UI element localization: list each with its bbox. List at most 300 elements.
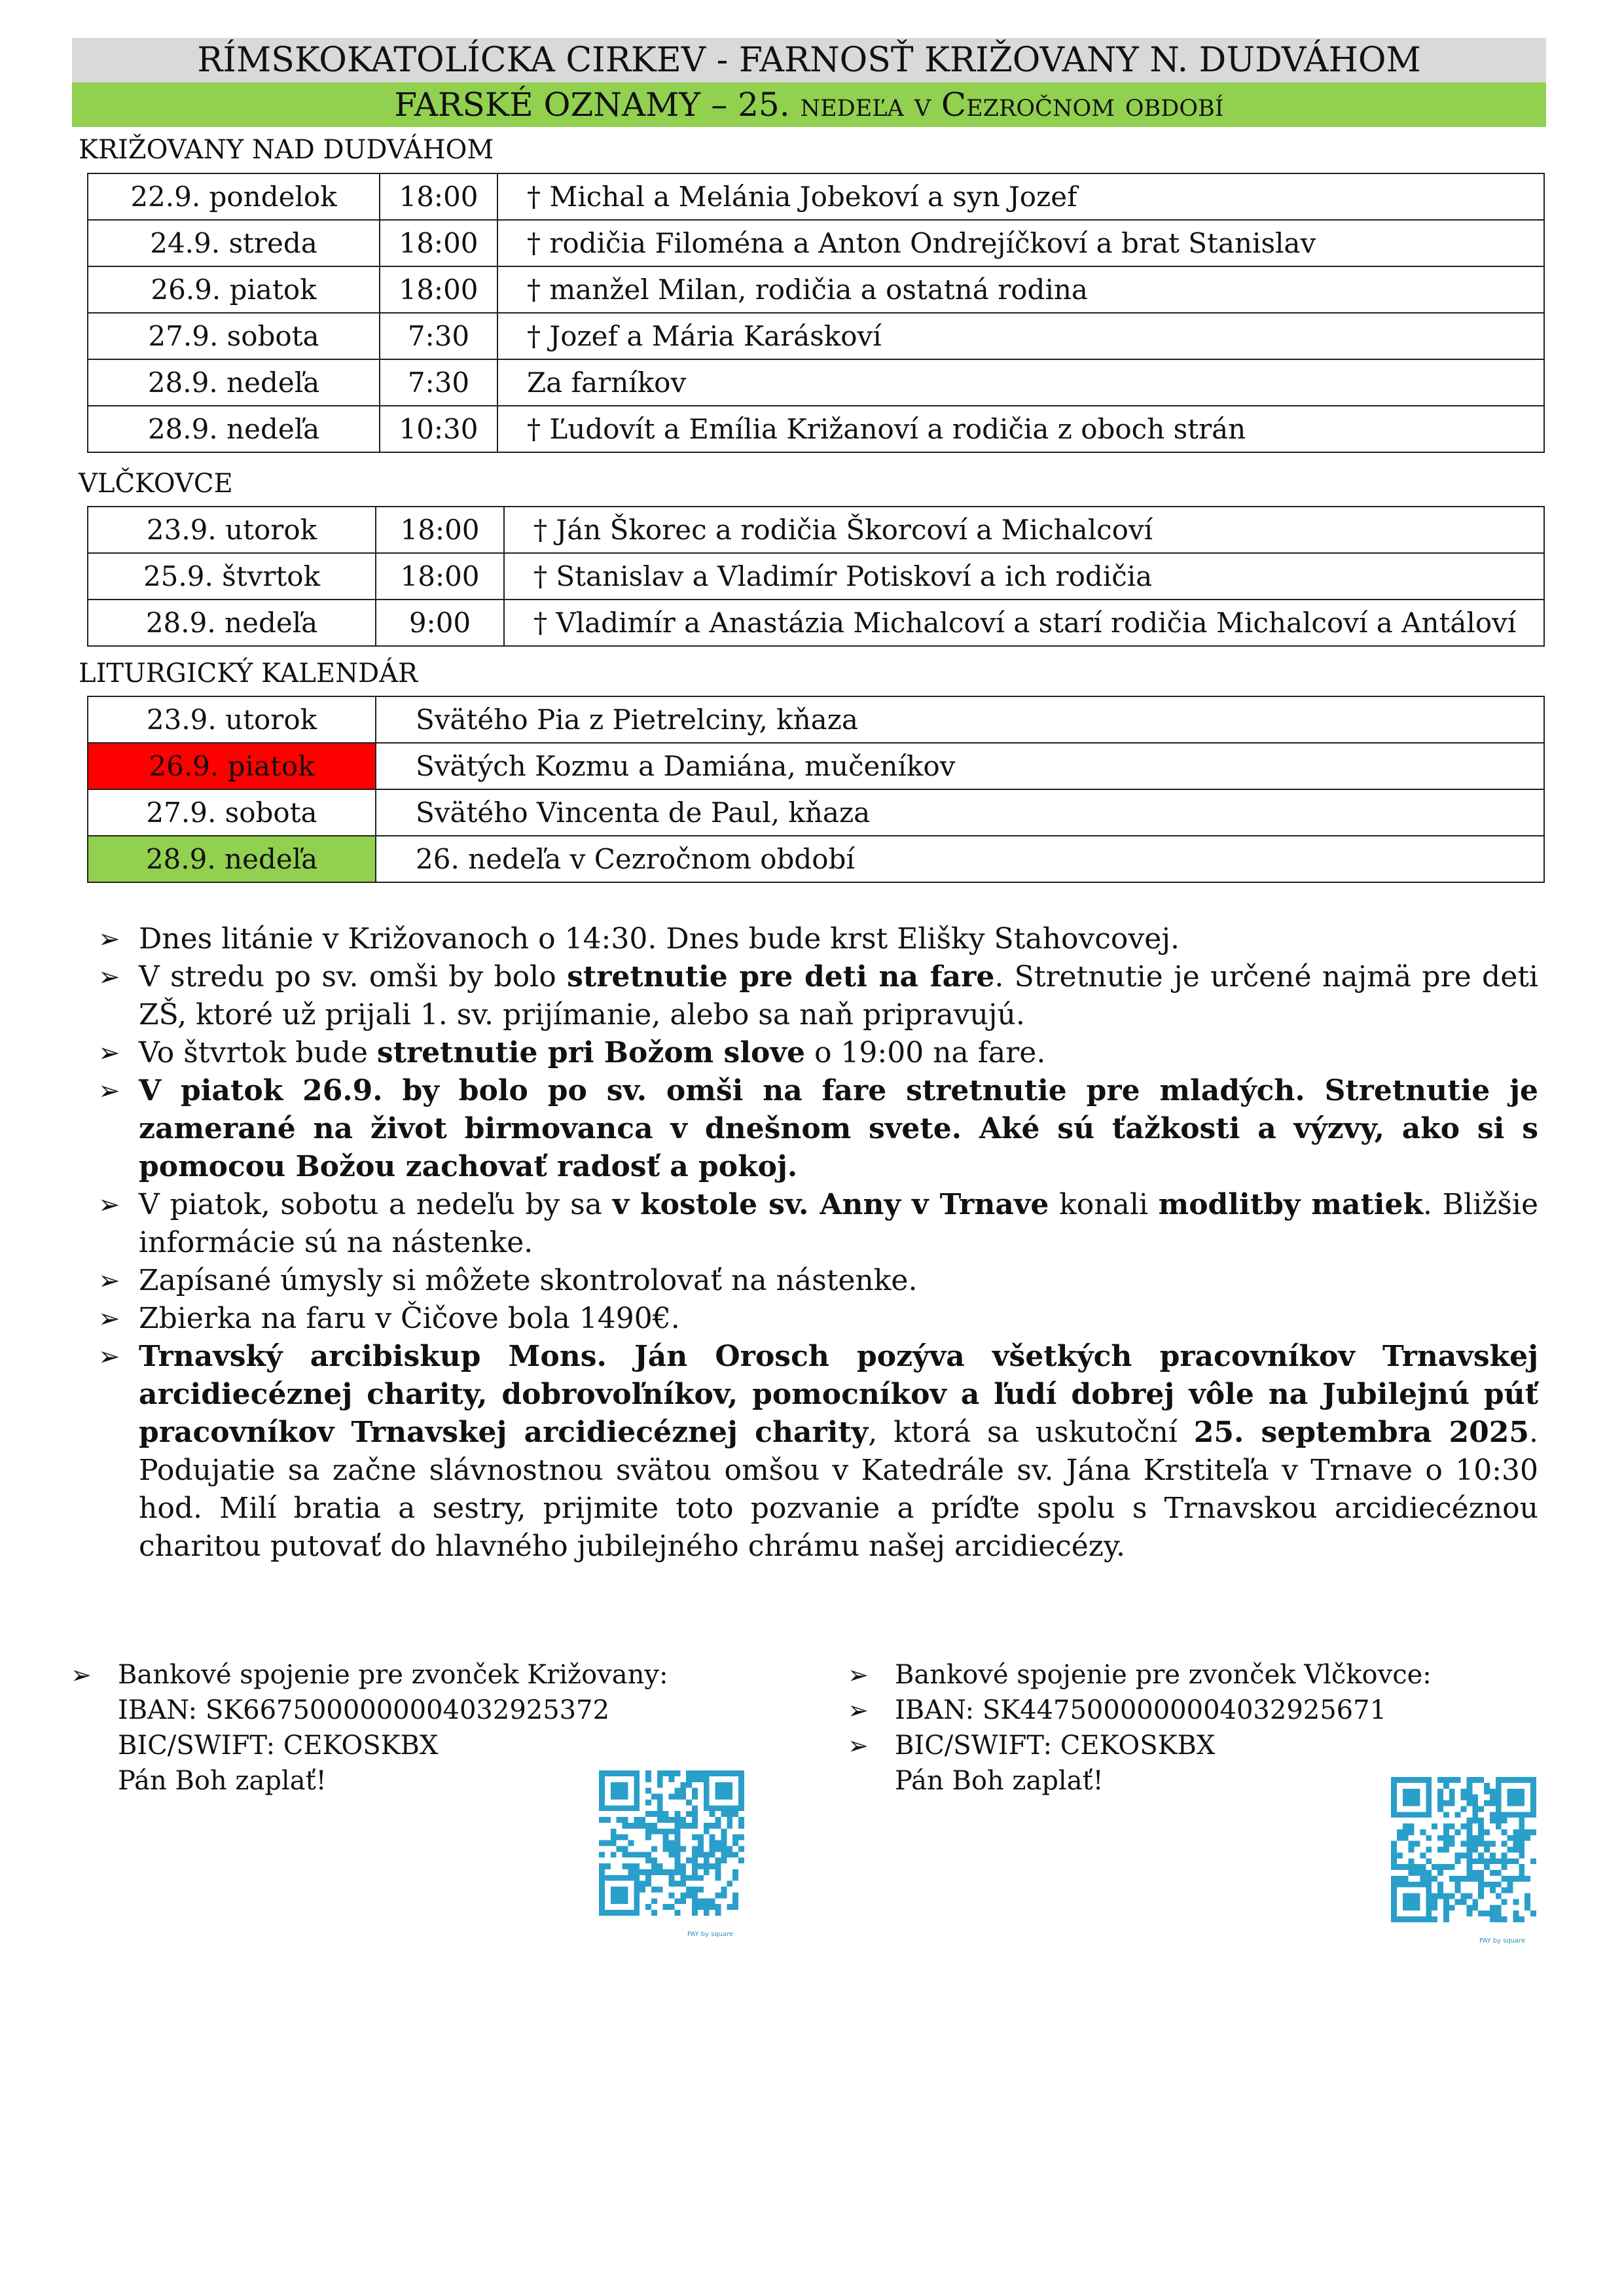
qr-module <box>1496 1893 1502 1899</box>
qr-module <box>1496 1882 1502 1888</box>
qr-module <box>1391 1841 1397 1847</box>
qr-module <box>721 1782 727 1788</box>
qr-module <box>1490 1858 1496 1864</box>
qr-module <box>1426 1795 1432 1801</box>
table-row <box>88 173 1544 220</box>
qr-module <box>1472 1899 1478 1905</box>
qr-module <box>1437 1847 1443 1853</box>
qr-module <box>1403 1789 1409 1795</box>
qr-module <box>1415 1795 1420 1801</box>
qr-module <box>657 1829 663 1835</box>
qr-module <box>1466 1858 1472 1864</box>
qr-module <box>732 1835 738 1840</box>
qr-module <box>1472 1876 1478 1882</box>
qr-module <box>628 1770 634 1776</box>
qr-module <box>715 1869 721 1875</box>
qr-module <box>1449 1795 1455 1801</box>
qr-module <box>599 1805 605 1811</box>
mass-time: 7:30 <box>380 359 497 406</box>
qr-module <box>1403 1905 1409 1910</box>
table-row <box>88 359 1544 406</box>
qr-module <box>657 1863 663 1869</box>
bank-title-row <box>848 1657 1568 1693</box>
qr-module <box>721 1846 727 1852</box>
announcement-text: . Stretnutie je určené najmä pre deti ZŠ, ktoré už prijali 1. sv. prijímanie, alebo sa naň pripravujú. <box>139 960 1538 1031</box>
qr-module <box>698 1840 704 1846</box>
qr-module <box>1415 1870 1420 1876</box>
qr-module <box>1490 1801 1496 1806</box>
qr-module <box>727 1794 732 1800</box>
qr-module <box>611 1770 617 1776</box>
qr-module <box>1507 1847 1513 1853</box>
qr-module <box>721 1840 727 1846</box>
qr-module <box>1507 1801 1513 1806</box>
qr-module <box>1415 1801 1420 1806</box>
bulletin-title-prefix: FARSKÉ OZNAMY – 25. <box>394 86 801 124</box>
qr-module <box>1502 1818 1507 1823</box>
qr-module <box>727 1770 732 1776</box>
qr-module <box>1432 1893 1437 1899</box>
qr-module <box>605 1840 611 1846</box>
qr-module <box>617 1892 623 1898</box>
qr-module <box>645 1835 651 1840</box>
qr-module <box>1478 1870 1484 1876</box>
qr-module <box>1455 1876 1461 1882</box>
qr-module <box>1466 1823 1472 1829</box>
qr-module <box>1432 1864 1437 1870</box>
qr-module <box>732 1852 738 1857</box>
qr-module <box>617 1875 623 1881</box>
qr-module <box>721 1835 727 1840</box>
qr-module <box>623 1835 628 1840</box>
qr-module <box>1478 1841 1484 1847</box>
qr-module <box>634 1770 640 1776</box>
qr-module <box>715 1875 721 1881</box>
mass-time: 18:00 <box>376 553 504 600</box>
qr-module <box>1502 1812 1507 1818</box>
qr-module <box>738 1799 744 1805</box>
qr-module <box>674 1823 680 1829</box>
qr-module <box>1409 1829 1415 1835</box>
qr-module <box>738 1770 744 1776</box>
qr-module <box>715 1788 721 1794</box>
qr-module <box>1449 1835 1455 1841</box>
qr-module <box>623 1794 628 1800</box>
announcement-text: V piatok, sobotu a nedeľu by sa <box>139 1188 613 1221</box>
qr-module <box>1496 1858 1502 1864</box>
qr-module <box>1519 1823 1525 1829</box>
qr-module <box>669 1846 675 1852</box>
qr-module <box>692 1811 698 1817</box>
qr-module <box>674 1881 680 1887</box>
qr-module <box>692 1887 698 1893</box>
qr-module <box>1391 1864 1397 1870</box>
mass-intention: Za farníkov <box>497 359 1544 406</box>
qr-module <box>692 1892 698 1898</box>
qr-module <box>1496 1801 1502 1806</box>
qr-module <box>674 1857 680 1863</box>
qr-module <box>1507 1882 1513 1888</box>
qr-module <box>674 1811 680 1817</box>
qr-module <box>704 1776 710 1782</box>
arrow-bullet-icon: ➢ <box>98 1266 120 1296</box>
qr-module <box>599 1817 605 1823</box>
qr-module <box>686 1875 692 1881</box>
qr-module <box>1478 1806 1484 1812</box>
qr-module <box>680 1898 686 1904</box>
qr-module <box>1403 1882 1409 1888</box>
qr-module <box>1415 1916 1420 1922</box>
qr-module <box>1502 1899 1507 1905</box>
mass-intention: † Ján Škorec a rodičia Škorcoví a Michalcoví <box>504 507 1544 553</box>
calendar-feast: Svätých Kozmu a Damiána, mučeníkov <box>376 743 1544 789</box>
qr-module <box>1502 1852 1507 1858</box>
qr-module <box>1484 1864 1490 1870</box>
qr-module <box>732 1805 738 1811</box>
list-item <box>98 1072 1538 1186</box>
qr-module <box>1443 1823 1449 1829</box>
qr-module <box>1490 1852 1496 1858</box>
qr-module <box>1420 1777 1426 1783</box>
qr-module <box>721 1829 727 1835</box>
qr-module <box>704 1857 710 1863</box>
qr-module <box>634 1887 640 1893</box>
qr-module <box>674 1794 680 1800</box>
qr-module <box>732 1904 738 1910</box>
qr-module <box>1513 1835 1519 1841</box>
qr-module <box>599 1852 605 1857</box>
qr-module <box>599 1794 605 1800</box>
qr-module <box>657 1776 663 1782</box>
qr-module <box>663 1811 669 1817</box>
table-row <box>88 836 1544 882</box>
qr-module <box>704 1799 710 1805</box>
qr-module <box>1391 1916 1397 1922</box>
qr-module <box>1420 1864 1426 1870</box>
qr-module <box>634 1788 640 1794</box>
announcement-text: Dnes litánie v Križovanoch o 14:30. Dnes bude krst Elišky Stahovcovej. <box>139 922 1180 956</box>
qr-module <box>1409 1916 1415 1922</box>
qr-module <box>738 1835 744 1840</box>
qr-module <box>663 1869 669 1875</box>
qr-module <box>1461 1852 1467 1858</box>
bank-iban-row <box>71 1693 791 1728</box>
qr-module <box>680 1782 686 1788</box>
calendar-date: 23.9. utorok <box>88 696 376 743</box>
qr-module <box>1466 1818 1472 1823</box>
qr-module <box>1443 1905 1449 1910</box>
qr-module <box>1519 1916 1525 1922</box>
list-item <box>98 1338 1538 1566</box>
qr-module <box>704 1770 710 1776</box>
qr-module <box>628 1840 634 1846</box>
qr-module <box>623 1852 628 1857</box>
qr-module <box>721 1788 727 1794</box>
arrow-bullet-icon: ➢ <box>71 1660 92 1689</box>
qr-module <box>634 1805 640 1811</box>
bank-bic: BIC/SWIFT: CEKOSKBX <box>118 1731 439 1761</box>
qr-module <box>1426 1789 1432 1795</box>
qr-module <box>634 1875 640 1881</box>
qr-module <box>1391 1847 1397 1853</box>
qr-module <box>1513 1858 1519 1864</box>
qr-module <box>727 1805 732 1811</box>
qr-module <box>1420 1876 1426 1882</box>
qr-module <box>710 1835 715 1840</box>
qr-module <box>686 1857 692 1863</box>
qr-module <box>1466 1789 1472 1795</box>
qr-module <box>1472 1905 1478 1910</box>
qr-module <box>657 1794 663 1800</box>
qr-module <box>663 1904 669 1910</box>
announcement-highlight: 25. septembra 2025 <box>1193 1416 1529 1449</box>
qr-module <box>1530 1801 1536 1806</box>
qr-module <box>1415 1812 1420 1818</box>
qr-module <box>1490 1795 1496 1801</box>
qr-module <box>698 1846 704 1852</box>
qr-module <box>1472 1847 1478 1853</box>
qr-module <box>623 1846 628 1852</box>
qr-module <box>704 1898 710 1904</box>
qr-module <box>1478 1835 1484 1841</box>
qr-module <box>686 1770 692 1776</box>
qr-module <box>623 1788 628 1794</box>
qr-module <box>1403 1823 1409 1829</box>
qr-module <box>1426 1882 1432 1888</box>
qr-module <box>599 1788 605 1794</box>
qr-module <box>1437 1789 1443 1795</box>
qr-module <box>651 1857 657 1863</box>
qr-module <box>645 1869 651 1875</box>
qr-module <box>727 1782 732 1788</box>
qr-module <box>715 1892 721 1898</box>
qr-module <box>1472 1812 1478 1818</box>
qr-module <box>1502 1777 1507 1783</box>
qr-module <box>1478 1876 1484 1882</box>
mass-date: 28.9. nedeľa <box>88 359 380 406</box>
qr-module <box>727 1846 732 1852</box>
qr-module <box>599 1904 605 1910</box>
qr-module <box>1420 1916 1426 1922</box>
qr-module <box>704 1910 710 1916</box>
qr-module <box>1496 1818 1502 1823</box>
qr-module <box>1397 1864 1403 1870</box>
qr-module <box>651 1869 657 1875</box>
mass-date: 26.9. piatok <box>88 266 380 313</box>
mass-date: 22.9. pondelok <box>88 173 380 220</box>
qr-module <box>1426 1783 1432 1789</box>
qr-module <box>1496 1789 1502 1795</box>
qr-module <box>1513 1899 1519 1905</box>
arrow-bullet-icon: ➢ <box>98 1190 120 1220</box>
qr-module <box>1466 1829 1472 1835</box>
qr-module <box>657 1805 663 1811</box>
qr-module <box>1513 1876 1519 1882</box>
qr-module <box>732 1869 738 1875</box>
qr-module <box>1519 1812 1525 1818</box>
qr-module <box>669 1840 675 1846</box>
mass-date: 28.9. nedeľa <box>88 600 376 646</box>
qr-module <box>657 1811 663 1817</box>
qr-module <box>1472 1818 1478 1823</box>
qr-module <box>1461 1893 1467 1899</box>
mass-intention: † Ľudovít a Emília Križanoví a rodičia z oboch strán <box>497 406 1544 452</box>
qr-module <box>1443 1835 1449 1841</box>
qr-module <box>645 1904 651 1910</box>
qr-module <box>1426 1870 1432 1876</box>
qr-module <box>721 1794 727 1800</box>
qr-module <box>727 1811 732 1817</box>
qr-module <box>611 1805 617 1811</box>
qr-module <box>1403 1795 1409 1801</box>
qr-module <box>732 1840 738 1846</box>
qr-module <box>1478 1893 1484 1899</box>
qr-module <box>1507 1876 1513 1882</box>
announcement-text: , ktorá sa uskutoční <box>868 1416 1194 1449</box>
qr-module <box>1519 1864 1525 1870</box>
qr-module <box>698 1852 704 1857</box>
mass-intention: † Stanislav a Vladimír Potiskoví a ich rodičia <box>504 553 1544 600</box>
qr-module <box>704 1829 710 1835</box>
mass-intention: † manžel Milan, rodičia a ostatná rodina <box>497 266 1544 313</box>
qr-module <box>715 1904 721 1910</box>
qr-module <box>1397 1829 1403 1835</box>
qr-module <box>1409 1823 1415 1829</box>
qr-module <box>1391 1852 1397 1858</box>
qr-module <box>692 1852 698 1857</box>
qr-module <box>611 1782 617 1788</box>
qr-module <box>1513 1916 1519 1922</box>
calendar-date-highlighted: 28.9. nedeľa <box>88 836 376 882</box>
qr-module <box>1397 1777 1403 1783</box>
qr-module <box>611 1898 617 1904</box>
qr-module <box>674 1788 680 1794</box>
qr-module <box>692 1823 698 1829</box>
qr-module <box>1455 1882 1461 1888</box>
qr-module <box>1437 1795 1443 1801</box>
qr-module <box>692 1863 698 1869</box>
announcement-text: V piatok 26.9. by bolo po sv. omši na fare stretnutie pre mladých. Stretnutie je zamerané na život birmovanca v dnešnom svete. Aké sú ťažkosti a výzvy, ako si s pomocou Božou zachovať radosť a pokoj. <box>139 1074 1538 1183</box>
qr-module <box>1461 1899 1467 1905</box>
qr-module <box>1449 1777 1455 1783</box>
qr-module <box>628 1863 634 1869</box>
qr-module <box>634 1892 640 1898</box>
qr-module <box>1484 1882 1490 1888</box>
qr-module <box>1443 1841 1449 1847</box>
qr-module <box>1397 1916 1403 1922</box>
qr-module <box>669 1852 675 1857</box>
announcements-list <box>98 920 1538 1566</box>
qr-module <box>715 1846 721 1852</box>
qr-module <box>1519 1777 1525 1783</box>
qr-module <box>674 1846 680 1852</box>
bank-bic-row <box>71 1728 791 1763</box>
qr-module <box>617 1910 623 1916</box>
qr-module <box>634 1817 640 1823</box>
qr-module <box>1484 1841 1490 1847</box>
qr-module <box>1403 1899 1409 1905</box>
qr-module <box>623 1863 628 1869</box>
mass-date: 23.9. utorok <box>88 507 376 553</box>
qr-module <box>738 1817 744 1823</box>
qr-module <box>704 1852 710 1857</box>
qr-module <box>669 1770 675 1776</box>
qr-module <box>1426 1893 1432 1899</box>
qr-module <box>1472 1806 1478 1812</box>
announcement-highlight: v kostole sv. Anny v Trnave <box>612 1188 1049 1221</box>
qr-module <box>1490 1882 1496 1888</box>
qr-module <box>727 1881 732 1887</box>
qr-module <box>1449 1876 1455 1882</box>
qr-module <box>599 1892 605 1898</box>
qr-module <box>1490 1812 1496 1818</box>
qr-module <box>727 1788 732 1794</box>
qr-module <box>1420 1812 1426 1818</box>
qr-module <box>1507 1795 1513 1801</box>
qr-module <box>1525 1829 1530 1835</box>
qr-module <box>663 1817 669 1823</box>
qr-module <box>1426 1858 1432 1864</box>
qr-module <box>1391 1777 1397 1783</box>
qr-module <box>657 1869 663 1875</box>
list-item <box>98 1300 1538 1338</box>
qr-module <box>1455 1852 1461 1858</box>
qr-caption: PAY by square <box>687 1931 734 1938</box>
qr-module <box>1443 1847 1449 1853</box>
qr-module <box>1472 1841 1478 1847</box>
qr-module <box>623 1910 628 1916</box>
qr-module <box>1391 1905 1397 1910</box>
qr-module <box>1530 1829 1536 1835</box>
qr-module <box>1530 1783 1536 1789</box>
qr-module <box>680 1869 686 1875</box>
arrow-bullet-icon: ➢ <box>848 1731 869 1760</box>
qr-module <box>634 1799 640 1805</box>
qr-module <box>710 1846 715 1852</box>
qr-module <box>732 1875 738 1881</box>
qr-module <box>1478 1829 1484 1835</box>
qr-module <box>721 1892 727 1898</box>
announcement-text: . Podujatie sa začne slávnostnou svätou omšou v Katedrále sv. Jána Krstiteľa v Trnave o 10:30 hod. Milí bratia a sestry, prijmite toto pozvanie a príďte spolu s Trnavskou arcidiecéznou charitou putovať do hlavného jubilejného chrámu našej arcidiecézy. <box>139 1416 1538 1563</box>
qr-module <box>721 1857 727 1863</box>
qr-module <box>1397 1876 1403 1882</box>
qr-module <box>605 1875 611 1881</box>
qr-module <box>704 1794 710 1800</box>
qr-module <box>645 1811 651 1817</box>
qr-module <box>1490 1818 1496 1823</box>
qr-module <box>1490 1888 1496 1893</box>
calendar-feast: Svätého Vincenta de Paul, kňaza <box>376 789 1544 836</box>
qr-module <box>645 1770 651 1776</box>
qr-module <box>1437 1777 1443 1783</box>
qr-module <box>1397 1852 1403 1858</box>
qr-module <box>623 1805 628 1811</box>
qr-module <box>1426 1899 1432 1905</box>
qr-module <box>640 1869 645 1875</box>
mass-time: 18:00 <box>380 173 497 220</box>
qr-module <box>1519 1876 1525 1882</box>
qr-module <box>669 1892 675 1898</box>
qr-module <box>1432 1823 1437 1829</box>
qr-module <box>704 1788 710 1794</box>
qr-module <box>715 1910 721 1916</box>
qr-module <box>686 1892 692 1898</box>
qr-module <box>1466 1835 1472 1841</box>
qr-module <box>623 1887 628 1893</box>
qr-module <box>721 1887 727 1893</box>
qr-module <box>599 1881 605 1887</box>
qr-module <box>1507 1789 1513 1795</box>
